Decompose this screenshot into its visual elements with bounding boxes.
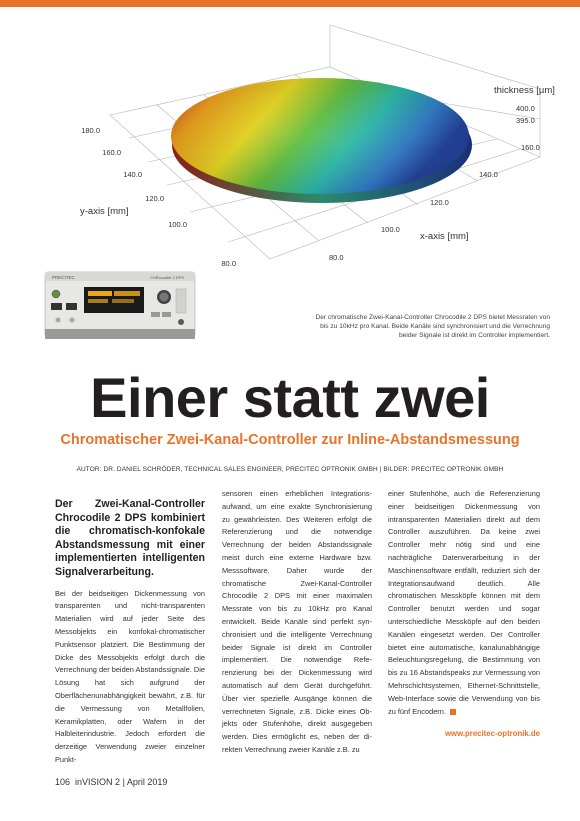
- body-paragraph: einer Stufenhöhe, auch die Referenzierung einer beidseitigen Dickenmessung von intransparenten Materialien direkt auf dem Controller auszuführen. Da keine zwei Controller mehr nötig sind und eine nachträgliche Datenverarbeitung in der Maschinensoftware entfällt, reduziert sich der Integrationsaufwand deutlich. Alle chromatischen Messköpfe können mit dem Controller benutzt werden und sogar unterschiedliche Messköpfe auf den beiden Kanälen eingesetzt werden. Der Controller bietet eine automatische, kanalunabhängige Beleuchtungsregelung, die Bestimmung von bis zu 16 Abstandspeaks zur Vermessung von Mehrschichtsystemen, Ethernet-Schnittstelle, Web-Interface sowie die Verwendung von bis zu fünf Encodern.: [388, 489, 540, 716]
- y-tick: 120.0: [145, 194, 164, 203]
- y-tick: 80.0: [221, 259, 236, 268]
- body-paragraph-with-end-mark: [388, 488, 540, 718]
- y-tick: 100.0: [168, 220, 187, 229]
- z-tick: 400.0: [516, 104, 535, 113]
- column-3: [388, 488, 540, 718]
- x-tick: 120.0: [430, 198, 449, 207]
- hero-figure: [0, 7, 580, 352]
- body-paragraph: sensoren einen erheblichen Integrationsaufwand, um eine exakte Synchronisierung zu gewährleisten. Des Weiteren erfolgt die Referenzierung und die notwendige Verrechnung der beiden Abstandssignale meist durch eine externe Hardware bzw. Messsoftware. Daher wurde der chromatische Zwei-Kanal-Controller Chrocodile 2 DPS mit einer maximalen Messrate von bis zu 10kHz pro Kanal entwickelt. Beide Kanäle sind perfekt synchronisiert und die intelligente Verrechnung beider Signale ist direkt im Controller implementiert. Die notwendige Referenzierung bei der Dickenmessung wird automatisch auf dem Gerät durchgeführt. Über vier spezielle Ausgänge können die verrechneten Signale, z.B. Dicke eines Objekts oder Stufenhöhe, direkt ausgegeben werden. Dies ermöglicht es, neben der direkten Verrechnung zweier Kanäle z.B. zu: [222, 489, 372, 754]
- lead-paragraph: Der Zwei-Kanal-Controller Chrocodile 2 DPS kombiniert die chromatisch-konfokale Abstandsmessung mit einer implementierten intelligenten Signalverarbeitung.: [55, 498, 205, 578]
- x-tick: 80.0: [329, 253, 344, 262]
- z-axis-label: thickness [µm]: [494, 85, 555, 96]
- y-tick: 140.0: [123, 170, 142, 179]
- controller-device-photo: [45, 272, 195, 339]
- article-byline: AUTOR: DR. DANIEL SCHRÖDER, TECHNICAL SALES ENGINEER, PRECITEC OPTRONIK GMBH | BILDER: PRECITEC OPTRONIK GMBH: [76, 466, 504, 473]
- body-paragraph: Bei der beidseitigen Dickenmessung von transparenten und nicht-transparenten Materialien wird auf jeder Seite des Messobjekts ein konfokal-chromatischer Punktsensor platziert. Die Bestimmung der Dicke des Messobjekts erfolgt durch die Verrechnung der beiden Abstandssignale. Die Lösung hat sich aufgrund der Oberflächenunabhängigkeit bewährt, z.B. für die Vermessung von Metallfolien, Keramikplatten, oder Wafern in der Halbleiterindustrie. Jedoch erfordert die derzeitige Verwendung zweier einzelner Punkt-: [55, 588, 205, 764]
- column-1: [55, 498, 205, 767]
- figure-caption: Der chromatische Zwei-Kanal-Controller Chrocodile 2 DPS bietet Messraten von bis zu 10kHz pro Kanal. Beide Kanäle sind synchronisiert und die Verrechnung beider Signale ist direkt im Controller implementiert.: [315, 314, 550, 340]
- x-tick: 160.0: [521, 143, 540, 152]
- column-2: [222, 488, 372, 757]
- top-accent-bar: [0, 0, 580, 7]
- page-number: 106: [55, 777, 71, 787]
- z-tick: 395.0: [516, 116, 535, 125]
- x-tick: 100.0: [381, 225, 400, 234]
- x-axis-label: x-axis [mm]: [420, 231, 469, 242]
- x-tick: 140.0: [479, 170, 498, 179]
- thickness-3d-plot: [0, 7, 580, 352]
- device-model: CHRocodile 2 DPS: [150, 275, 185, 280]
- z-axis: [494, 85, 555, 125]
- website-link[interactable]: www.precitec-optronik.de: [444, 729, 540, 738]
- page-footer: [55, 777, 167, 787]
- y-tick: 180.0: [81, 126, 100, 135]
- y-axis-label: y-axis [mm]: [80, 206, 129, 217]
- article-headline: Einer statt zwei: [90, 366, 490, 429]
- y-tick: 160.0: [102, 148, 121, 157]
- article-end-mark: [450, 709, 456, 715]
- device-brand: PRECITEC: [52, 275, 75, 280]
- thickness-surface: [171, 78, 472, 203]
- article-subheadline: Chromatischer Zwei-Kanal-Controller zur Inline-Abstandsmessung: [60, 432, 520, 448]
- publication-info: inVISION 2 | April 2019: [75, 777, 168, 787]
